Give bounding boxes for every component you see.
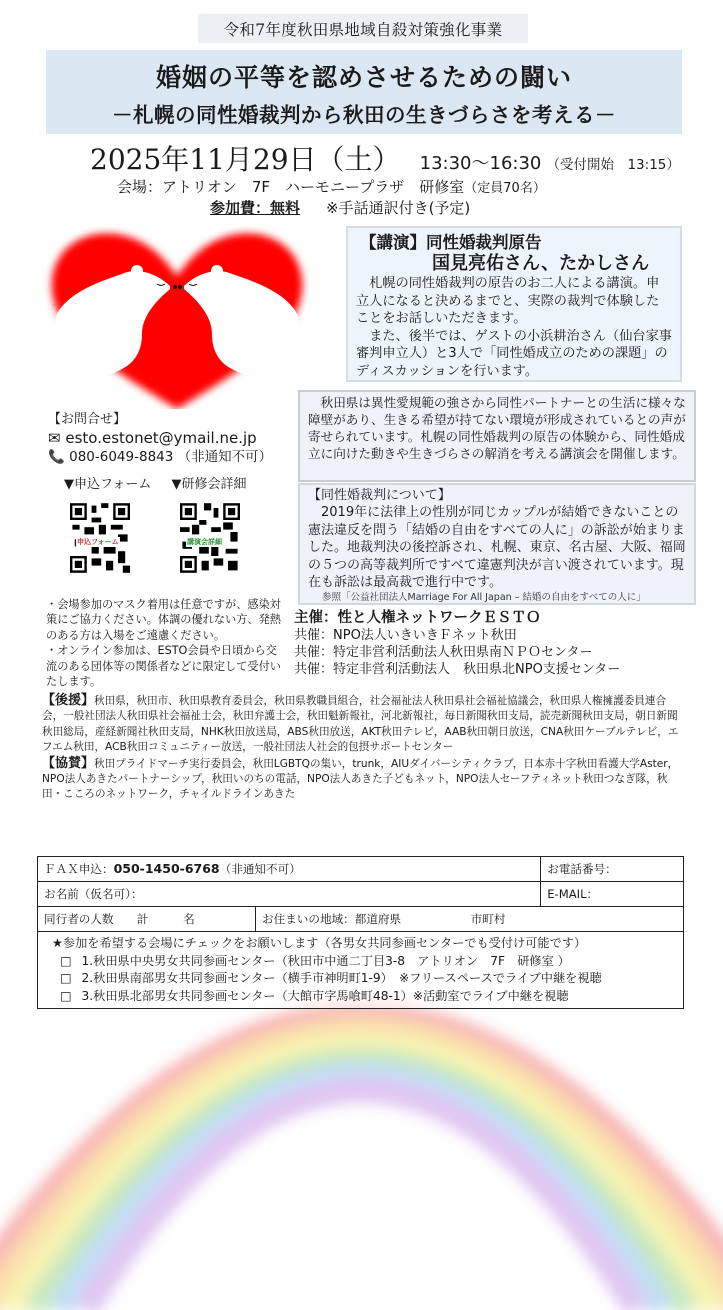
title-banner [46,50,682,134]
co-organizer: 共催：特定非営利活動法人 秋田県北NPO支援センター [294,662,621,677]
qr-code-application-form[interactable] [70,503,130,573]
event-datetime [90,138,680,178]
event-venue [117,176,546,197]
phone-field-label: お電話番号： [547,862,617,876]
venue-option-label: 1.秋田県中央男女共同参画センター（秋田市中通二丁目3-8 アトリオン 7F 研修室 ） [81,953,570,968]
companions-field-cell[interactable] [38,907,256,932]
note-online: ・オンライン参加は、ESTO会員や日頃から交流のある団体等の関係者などに限定して受付いたします。 [46,644,281,689]
checkbox-venue-3[interactable]: □ [60,988,72,1003]
lawsuit-text: 2019年に法律上の性別が同じカップルが結婚できないことの憲法違反を問う「結婚の自由をすべての人に」の訴訟が始まりました。地裁判決の後控訴され、札幌、東京、名古屋、大阪、福岡の５つの高等裁判所ですべて違憲判決が言い渡されています。現在も訴訟は最高裁で進行中です。 [308,505,686,591]
reception-time: （受付開始 13:15） [546,157,680,173]
checkbox-venue-2[interactable]: □ [60,971,72,985]
lecture-discussion: また、後半では、ゲストの小浜耕治さん（仙台家事審判申立人）と3人で「同性婚成立のための課題」のディスカッションを行います。 [356,328,672,379]
backing-paragraph [42,693,682,756]
cooperation-label: 【協賛】 [42,755,95,771]
name-field-label: お名前（仮名可）： [44,887,143,901]
phone-field-cell[interactable] [541,857,684,882]
fax-application-form [37,856,684,1009]
notes-section [46,597,286,689]
qr-tag-form: 申込フォーム [77,538,119,546]
area-field-label: お住まいの地域：都道府県 市町村 [262,912,506,926]
phone-icon: 📞 [48,449,65,465]
lawsuit-heading: 【同性婚裁判について】 [308,488,451,503]
co-organizer: 共催：NPO法人いきいきＦネット秋田 [294,628,517,643]
lecture-box [346,226,682,382]
lecture-heading: 【講演】同性婚裁判原告 [360,233,542,252]
qr-labels [64,473,247,492]
fax-note: （非通知不可） [219,862,301,876]
venue-text: 会場：アトリオン 7F ハーモニープラザ 研修室 [117,178,465,196]
companions-field-label: 同行者の人数 計 名 [44,912,195,926]
page-title: 婚姻の平等を認めさせるための闘い [155,63,572,92]
fax-label: ＦＡＸ申込： [44,862,114,876]
contact-phone-row [48,448,272,467]
page-subtitle: －札幌の同性婚裁判から秋田の生きづらさを考える－ [112,103,616,127]
contact-email-link[interactable]: esto.estonet@ymail.ne.jp [65,429,257,447]
venue-option [52,988,669,1006]
qr-tag-detail: 講演会詳細 [187,538,222,546]
lawsuit-box [298,483,696,605]
sign-language-note: ※手話通訳付き(予定) [326,199,471,217]
intro-box [298,390,696,482]
fax-number: 050-1450-6768 [113,861,220,876]
venue-option-label: 2.秋田県南部男女共同参画センター（横手市神明町1-9） ※フリースペースでライブ中継を視聴 [81,971,602,985]
heart-polar-bears-illustration [42,224,312,409]
backing-label: 【後援】 [42,693,95,708]
fax-cell [38,857,541,882]
main-organizer: 主催：性と人権ネットワークＥＳＴＯ [294,610,541,626]
cooperation-paragraph [42,756,682,803]
event-time: 13:30〜16:30 [419,153,542,174]
contact-heading: 【お問合せ】 [48,412,127,427]
email-field-cell[interactable] [541,882,684,907]
email-field-label: E-MAIL： [547,887,599,901]
co-organizer: 共催：特定非営利活動法人秋田県南ＮＰＯセンター [294,645,593,660]
qr-label-detail: ▼研修会詳細 [171,477,247,492]
organizers-section [294,610,620,678]
venue-instruction: ★参加を希望する会場にチェックをお願いします（各男女共同参画センターでも受付け可能です） [52,936,587,950]
venue-selection-cell [38,932,684,1009]
lawsuit-reference: 参照「公益社団法人Marriage For All Japan – 結婚の自由をすべての人に」 [322,592,646,604]
backing-list: 秋田県，秋田市、秋田県教育委員会，秋田県教職員組合，社会福祉法人秋田県社会福祉協議会，秋田県人権擁護委員連合会，一般社団法人秋田県社会福祉士会，秋田弁護士会，秋田魁新報社，河北新報社，毎日新聞秋田支局，読売新聞秋田支局，朝日新聞秋田総局，産経新聞社秋田支局，NHK秋田放送局，ABS秋田放送，AKT秋田テレビ，AAB秋田朝日放送，CNA秋田ケーブルテレビ，エフエム秋田，ACB秋田コミュニティー放送，一般社団法人社会的包摂サポートセンター [42,695,679,754]
lecture-speakers: 国見亮佑さん、たかしさん [432,253,650,274]
intro-text: 秋田県は異性愛規範の強さから同性パートナーとの生活に様々な障壁があり、生きる希望が持てない環境が形成されているとの声が寄せられています。札幌の同性婚裁判の原告の体験から、同性婚成立に向けた動きや生きづらさの解消を考える講演会を開催します。 [308,395,686,461]
cooperation-list: 秋田プライドマーチ実行委員会，秋田LGBTQの集い，trunk，AIUダイバーシティクラブ，日本赤十字秋田看護大学Aster，NPO法人あきたパートナーシップ，秋田いのちの電話，NPO法人あきた子どもネット，NPO法人セーフティネット秋田つなぎ隊，秋田・こころのネットワーク，チャイルドラインあきた [42,757,679,801]
lecture-description: 札幌の同性婚裁判の原告のお二人による講演。申立人になると決めるまでと、実際の裁判で体験したことをお話しいただきます。 [356,276,660,327]
contact-phone-note: （非通知不可） [177,449,273,465]
capacity: （定員70名） [464,181,546,196]
program-name: 令和7年度秋田県地域自殺対策強化事業 [198,14,528,43]
fee-line [210,197,470,218]
event-date: 2025年11月29日（土） [90,143,401,176]
mail-icon: ✉ [48,429,61,447]
qr-code-event-details[interactable] [180,503,240,573]
checkbox-venue-1[interactable]: □ [60,953,72,968]
support-section [42,693,682,803]
fee: 参加費：無料 [210,199,301,217]
area-field-cell[interactable] [256,907,684,932]
qr-label-form: ▼申込フォーム [64,477,152,492]
contact-phone[interactable]: 080-6049-8843 [69,449,174,465]
contact-section [48,410,272,467]
venue-option [52,953,669,971]
name-field-cell[interactable] [38,882,541,907]
contact-email-row [48,429,272,448]
venue-option-label: 3.秋田県北部男女共同参画センター（大館市字馬喰町48-1）※活動室でライブ中継を視聴 [81,988,569,1003]
venue-option [52,970,669,988]
note-mask: ・会場参加のマスク着用は任意ですが、感染対策にご協力ください。体調の優れない方、発熱のある方は入場をご遠慮ください。 [46,598,281,642]
